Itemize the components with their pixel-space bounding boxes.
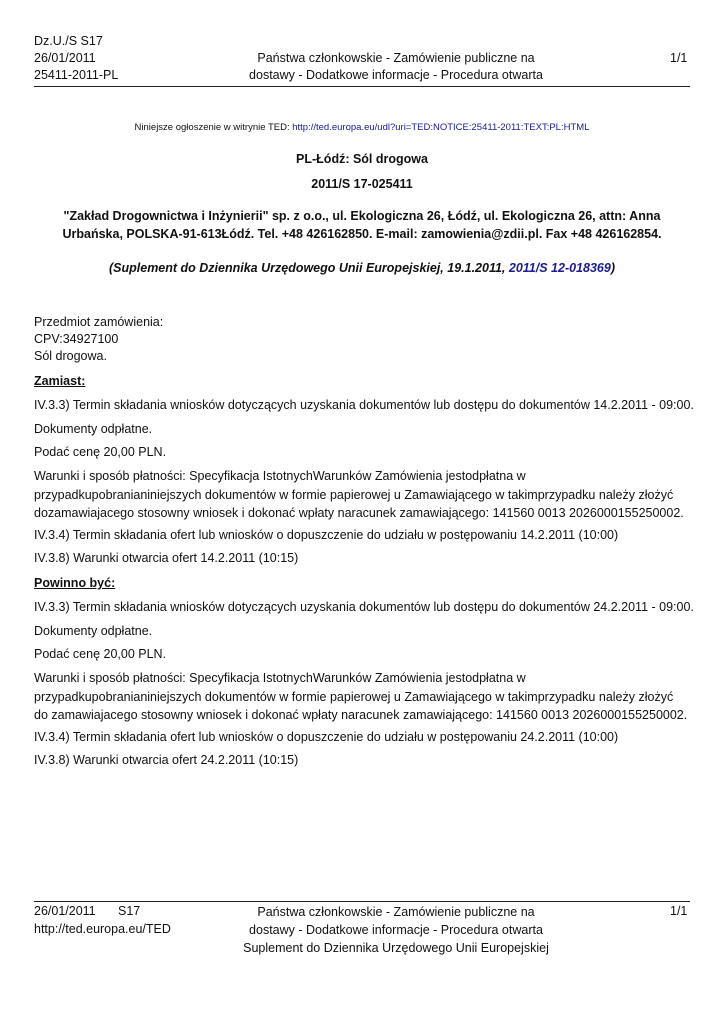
ted-notice [34,122,690,133]
should-be-item-4: Warunki i sposób płatności: Specyfikacja IstotnychWarunków Zamówienia jestodpłatna w przypadkupobranianiniejszych dokumentów w formie papierowej u Zamawiającego w takimprzypadku należy złożyć do zamawiajacego stosowny wniosek i dokonać wpłaty naracunek zamawiającego: 141560 0013 2026000155250002. [34,671,688,722]
header-journal: Dz.U./S S17 [34,34,103,48]
reference-number: 2011/S 17-025411 [311,177,413,191]
header-rule [34,86,690,87]
instead-item-3: Podać cenę 20,00 PLN. [34,445,167,459]
footer-center-line-2: dostawy - Dodatkowe informacje - Procedura otwarta [249,923,543,937]
header-center-line-2: dostawy - Dodatkowe informacje - Procedura otwarta [249,68,543,82]
supplement-note [34,261,690,275]
subject-block [34,314,694,365]
instead-item-1: IV.3.3) Termin składania wniosków dotyczących uzyskania dokumentów lub dostępu do dokumentów 14.2.2011 - 09:00. [34,398,694,412]
header-page: 1/1 [670,51,688,65]
supplement-text: (Suplement do Dziennika Urzędowego Unii Europejskiej, 19.1.2011, [109,261,509,275]
page-title: PL-Łódź: Sól drogowa [296,152,428,166]
instead-item-2: Dokumenty odpłatne. [34,422,153,436]
header-left [34,33,118,84]
header-doc-id: 25411-2011-PL [34,68,119,82]
footer-series: S17 [118,904,141,918]
subject-desc: Sól drogowa. [34,349,107,363]
footer-date: 26/01/2011 [34,904,96,918]
header-center-line-1: Państwa członkowskie - Zamówienie publiczne na [257,51,535,65]
header-date: 26/01/2011 [34,51,96,65]
supplement-close: ) [610,261,615,275]
contracting-authority: "Zakład Drogownictwa i Inżynierii" sp. z o.o., ul. Ekologiczna 26, Łódź, ul. Ekologiczna 26, attn: Anna Urbańska, POLSKA-91-613Łódź. Tel. +48 426162850. E-mail: zamowienia@zdii.pl. Fax +48 426162854. [62,209,662,241]
should-be-heading: Powinno być: [34,576,116,590]
ted-notice-link[interactable]: http://ted.europa.eu/udl?uri=TED:NOTICE:25411-2011:TEXT:PL:HTML [292,122,590,133]
subject-label: Przedmiot zamówienia: [34,315,164,329]
should-be-item-1: IV.3.3) Termin składania wniosków dotyczących uzyskania dokumentów lub dostępu do dokumentów 24.2.2011 - 09:00. [34,600,694,614]
ted-notice-prefix: Niniejsze ogłoszenie w witrynie TED: [134,122,293,133]
should-be-item-5: IV.3.4) Termin składania ofert lub wniosków o dopuszczenie do udziału w postępowaniu 24.2.2011 (10:00) [34,730,619,744]
footer-page: 1/1 [670,904,688,918]
header-center [200,50,592,84]
footer-center-line-3: Suplement do Dziennika Urzędowego Unii Europejskiej [243,941,549,955]
instead-item-5: IV.3.4) Termin składania ofert lub wniosków o dopuszczenie do udziału w postępowaniu 14.2.2011 (10:00) [34,528,619,542]
should-be-item-3: Podać cenę 20,00 PLN. [34,647,167,661]
footer-center-line-1: Państwa członkowskie - Zamówienie publiczne na [257,905,535,919]
supplement-link[interactable]: 2011/S 12-018369 [508,261,611,275]
footer-site: http://ted.europa.eu/TED [34,922,171,936]
instead-item-6: IV.3.8) Warunki otwarcia ofert 14.2.2011 (10:15) [34,551,299,565]
instead-item-4: Warunki i sposób płatności: Specyfikacja IstotnychWarunków Zamówienia jestodpłatna w przypadkupobranianiniejszych dokumentów w formie papierowej u Zamawiającego w takimprzypadku należy złożyć dozamawiajacego stosowny wniosek i dokonać wpłaty naracunek zamawiającego: 141560 0013 2026000155250002. [34,469,684,520]
instead-heading: Zamiast: [34,374,86,388]
subject-cpv: CPV:34927100 [34,332,119,346]
should-be-item-6: IV.3.8) Warunki otwarcia ofert 24.2.2011 (10:15) [34,753,299,767]
footer-center [200,903,592,957]
footer-rule [34,901,690,902]
should-be-item-2: Dokumenty odpłatne. [34,624,153,638]
